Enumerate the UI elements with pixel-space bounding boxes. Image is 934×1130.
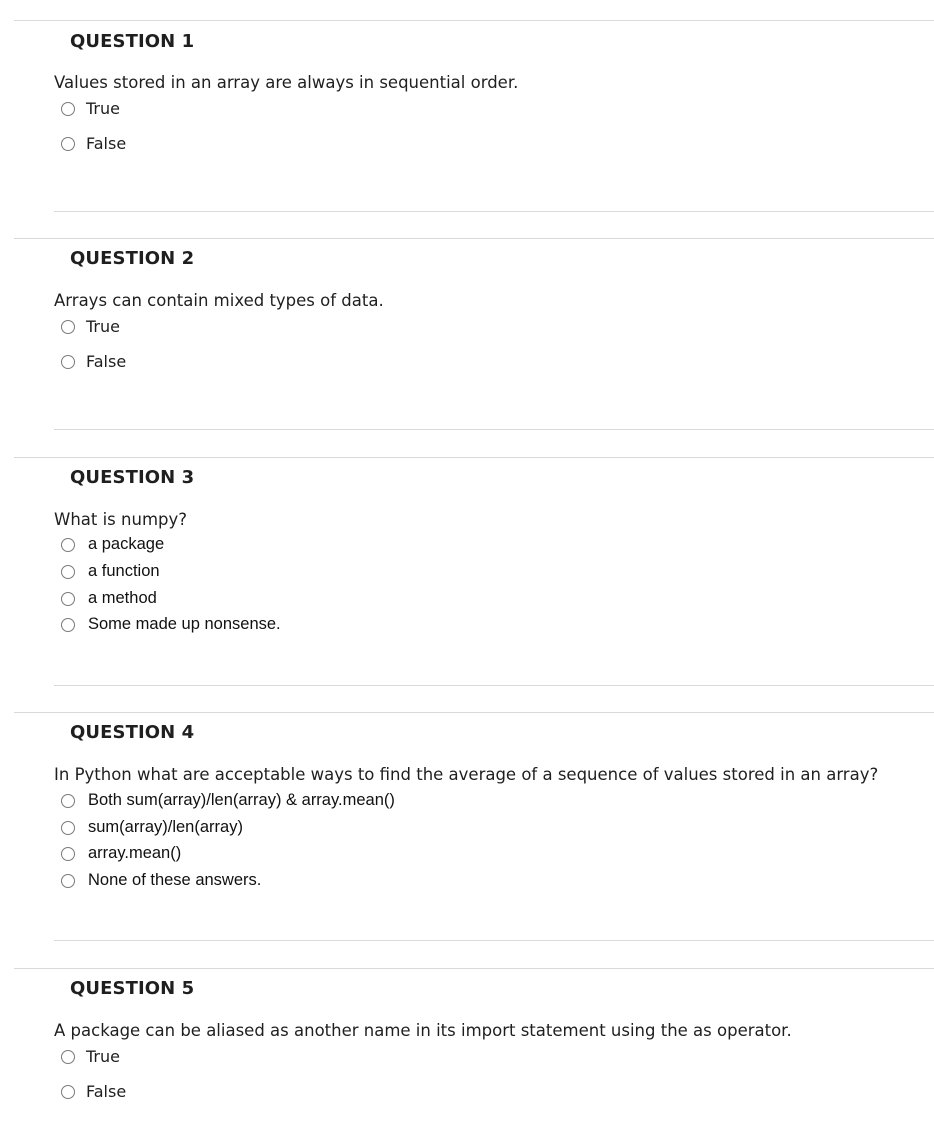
question-bottom-divider bbox=[54, 211, 934, 212]
answer-option-none[interactable] bbox=[61, 871, 261, 890]
radio-button[interactable] bbox=[61, 137, 75, 151]
answer-option-false[interactable] bbox=[61, 1082, 126, 1101]
answer-option-false[interactable] bbox=[61, 134, 126, 153]
question-bottom-divider bbox=[54, 685, 934, 686]
question-bottom-divider bbox=[54, 429, 934, 430]
answer-option-array-mean[interactable] bbox=[61, 844, 181, 863]
radio-button[interactable] bbox=[61, 874, 75, 888]
question-5 bbox=[0, 968, 934, 1130]
answer-label: a method bbox=[88, 589, 157, 607]
question-text: Arrays can contain mixed types of data. bbox=[54, 291, 384, 310]
question-title: QUESTION 4 bbox=[70, 722, 195, 743]
answer-label: a function bbox=[88, 562, 160, 580]
answer-option-both[interactable] bbox=[61, 791, 395, 810]
answer-label: array.mean() bbox=[88, 844, 182, 862]
answer-option-a-package[interactable] bbox=[61, 535, 164, 554]
question-title: QUESTION 5 bbox=[70, 978, 195, 999]
question-text: A package can be aliased as another name in its import statement using the as operator. bbox=[54, 1021, 792, 1040]
radio-button[interactable] bbox=[61, 618, 75, 632]
answer-option-true[interactable] bbox=[61, 99, 120, 118]
answer-label: True bbox=[86, 1047, 120, 1066]
radio-button[interactable] bbox=[61, 794, 75, 808]
question-4 bbox=[0, 712, 934, 944]
answer-option-false[interactable] bbox=[61, 352, 126, 371]
question-3 bbox=[0, 457, 934, 689]
radio-button[interactable] bbox=[61, 320, 75, 334]
answer-label: Both sum(array)/len(array) & array.mean() bbox=[88, 791, 395, 809]
answer-label: a package bbox=[88, 535, 165, 553]
answer-label: True bbox=[86, 317, 120, 336]
question-text: Values stored in an array are always in sequential order. bbox=[54, 73, 519, 92]
radio-button[interactable] bbox=[61, 847, 75, 861]
answer-option-true[interactable] bbox=[61, 317, 120, 336]
answer-option-a-function[interactable] bbox=[61, 562, 160, 581]
radio-button[interactable] bbox=[61, 565, 75, 579]
answer-option-sum-len[interactable] bbox=[61, 818, 243, 837]
question-divider bbox=[14, 968, 934, 969]
answer-label: False bbox=[86, 134, 127, 153]
question-1 bbox=[0, 20, 934, 215]
answer-option-true[interactable] bbox=[61, 1047, 120, 1066]
answer-label: Some made up nonsense. bbox=[88, 615, 281, 633]
question-2 bbox=[0, 238, 934, 433]
radio-button[interactable] bbox=[61, 1050, 75, 1064]
answer-option-a-method[interactable] bbox=[61, 589, 157, 608]
question-title: QUESTION 3 bbox=[70, 467, 195, 488]
question-title: QUESTION 2 bbox=[70, 248, 195, 269]
question-divider bbox=[14, 238, 934, 239]
question-divider bbox=[14, 457, 934, 458]
question-divider bbox=[14, 20, 934, 21]
question-bottom-divider bbox=[54, 940, 934, 941]
answer-label: None of these answers. bbox=[88, 871, 262, 889]
radio-button[interactable] bbox=[61, 592, 75, 606]
answer-label: False bbox=[86, 1082, 127, 1101]
answer-label: sum(array)/len(array) bbox=[88, 818, 243, 836]
radio-button[interactable] bbox=[61, 821, 75, 835]
question-title: QUESTION 1 bbox=[70, 31, 195, 52]
question-text: In Python what are acceptable ways to find the average of a sequence of values stored in an array? bbox=[54, 765, 879, 784]
radio-button[interactable] bbox=[61, 538, 75, 552]
question-divider bbox=[14, 712, 934, 713]
question-text: What is numpy? bbox=[54, 510, 188, 529]
radio-button[interactable] bbox=[61, 355, 75, 369]
answer-label: True bbox=[86, 99, 120, 118]
answer-option-nonsense[interactable] bbox=[61, 615, 281, 634]
radio-button[interactable] bbox=[61, 102, 75, 116]
radio-button[interactable] bbox=[61, 1085, 75, 1099]
answer-label: False bbox=[86, 352, 127, 371]
